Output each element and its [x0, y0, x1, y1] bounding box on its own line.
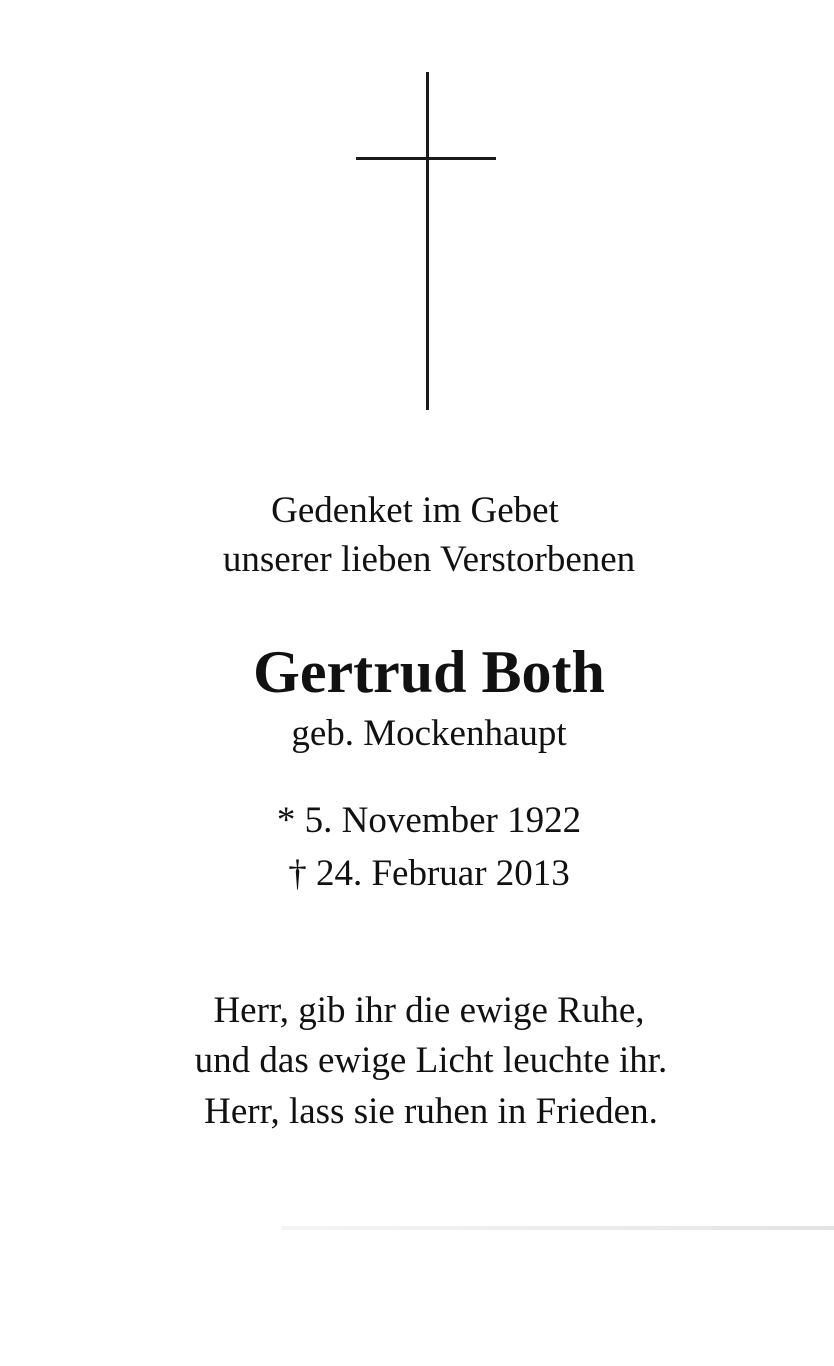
prayer-line-3: Herr, lass sie ruhen in Frieden.	[204, 1091, 658, 1132]
cross-icon	[356, 72, 498, 412]
maiden-name: geb. Mockenhaupt	[291, 713, 567, 754]
prayer-line-1: Herr, gib ihr die ewige Ruhe,	[213, 990, 645, 1031]
intro-line-2: unserer lieben Verstorbenen	[222, 539, 636, 580]
scan-artifact	[282, 1226, 834, 1230]
deceased-name: Gertrud Both	[253, 639, 605, 705]
birth-date: * 5. November 1922	[276, 800, 582, 841]
cross-horizontal-bar	[356, 157, 496, 160]
prayer-line-2: und das ewige Licht leuchte ihr.	[194, 1040, 668, 1081]
cross-vertical-bar	[426, 72, 429, 410]
death-date: † 24. Februar 2013	[288, 853, 570, 894]
intro-line-1: Gedenket im Gebet	[271, 490, 559, 531]
